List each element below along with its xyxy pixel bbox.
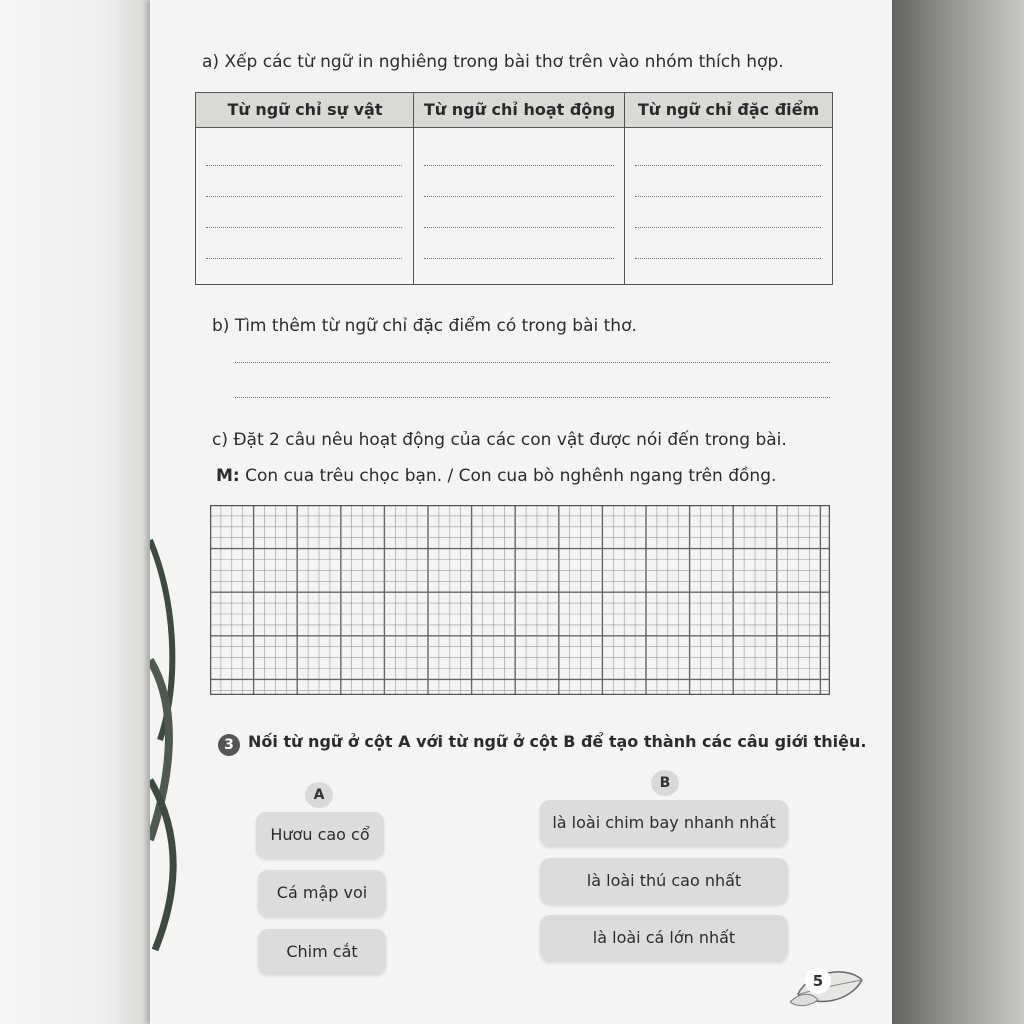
table-header-row (196, 93, 832, 128)
column-a-badge: A (305, 782, 333, 808)
column-a-item[interactable]: Cá mập voi (258, 870, 386, 916)
blank-line[interactable] (424, 165, 614, 166)
example-label: M: (216, 466, 240, 486)
part-c-instruction: c) Đặt 2 câu nêu hoạt động của các con vật được nói đến trong bài. (212, 430, 787, 450)
column-b-badge: B (651, 770, 679, 796)
blank-line[interactable] (424, 196, 614, 197)
example-text: Con cua trêu chọc bạn. / Con cua bò nghênh ngang trên đồng. (245, 466, 777, 486)
answer-line[interactable] (235, 362, 830, 363)
blank-line[interactable] (635, 165, 821, 166)
blank-line[interactable] (635, 258, 821, 259)
table-divider (624, 93, 625, 284)
column-a-item[interactable]: Hươu cao cổ (256, 812, 384, 858)
blank-line[interactable] (424, 227, 614, 228)
writing-grid[interactable] (210, 505, 830, 695)
blank-line[interactable] (206, 165, 402, 166)
blank-line[interactable] (635, 196, 821, 197)
blank-line[interactable] (206, 227, 402, 228)
example-sentence (216, 466, 776, 486)
table-header-actions: Từ ngữ chỉ hoạt động (423, 100, 616, 119)
word-sorting-table (195, 92, 833, 285)
exercise-number-badge: 3 (218, 734, 240, 756)
leaf-page-number-icon (790, 962, 870, 1012)
answer-line[interactable] (235, 397, 830, 398)
column-b-item[interactable]: là loài chim bay nhanh nhất (540, 800, 788, 846)
part-a-instruction: a) Xếp các từ ngữ in nghiêng trong bài thơ trên vào nhóm thích hợp. (202, 52, 784, 72)
part-b-instruction: b) Tìm thêm từ ngữ chỉ đặc điểm có trong bài thơ. (212, 316, 637, 336)
background-right (884, 0, 1024, 1024)
table-header-traits: Từ ngữ chỉ đặc điểm (637, 100, 820, 119)
blank-line[interactable] (206, 258, 402, 259)
leaf-decoration-icon (150, 480, 190, 980)
table-divider (413, 93, 414, 284)
workbook-page (150, 0, 892, 1024)
table-header-things: Từ ngữ chỉ sự vật (227, 100, 383, 119)
blank-line[interactable] (206, 196, 402, 197)
background-left (0, 0, 150, 1024)
column-b-item[interactable]: là loài cá lớn nhất (540, 915, 788, 961)
page-number-text: 5 (805, 968, 831, 994)
blank-line[interactable] (424, 258, 614, 259)
blank-line[interactable] (635, 227, 821, 228)
exercise-3-instruction: Nối từ ngữ ở cột A với từ ngữ ở cột B để tạo thành các câu giới thiệu. (248, 732, 867, 751)
column-a-item[interactable]: Chim cắt (258, 929, 386, 974)
page-number (790, 962, 870, 1016)
column-b-item[interactable]: là loài thú cao nhất (540, 858, 788, 904)
